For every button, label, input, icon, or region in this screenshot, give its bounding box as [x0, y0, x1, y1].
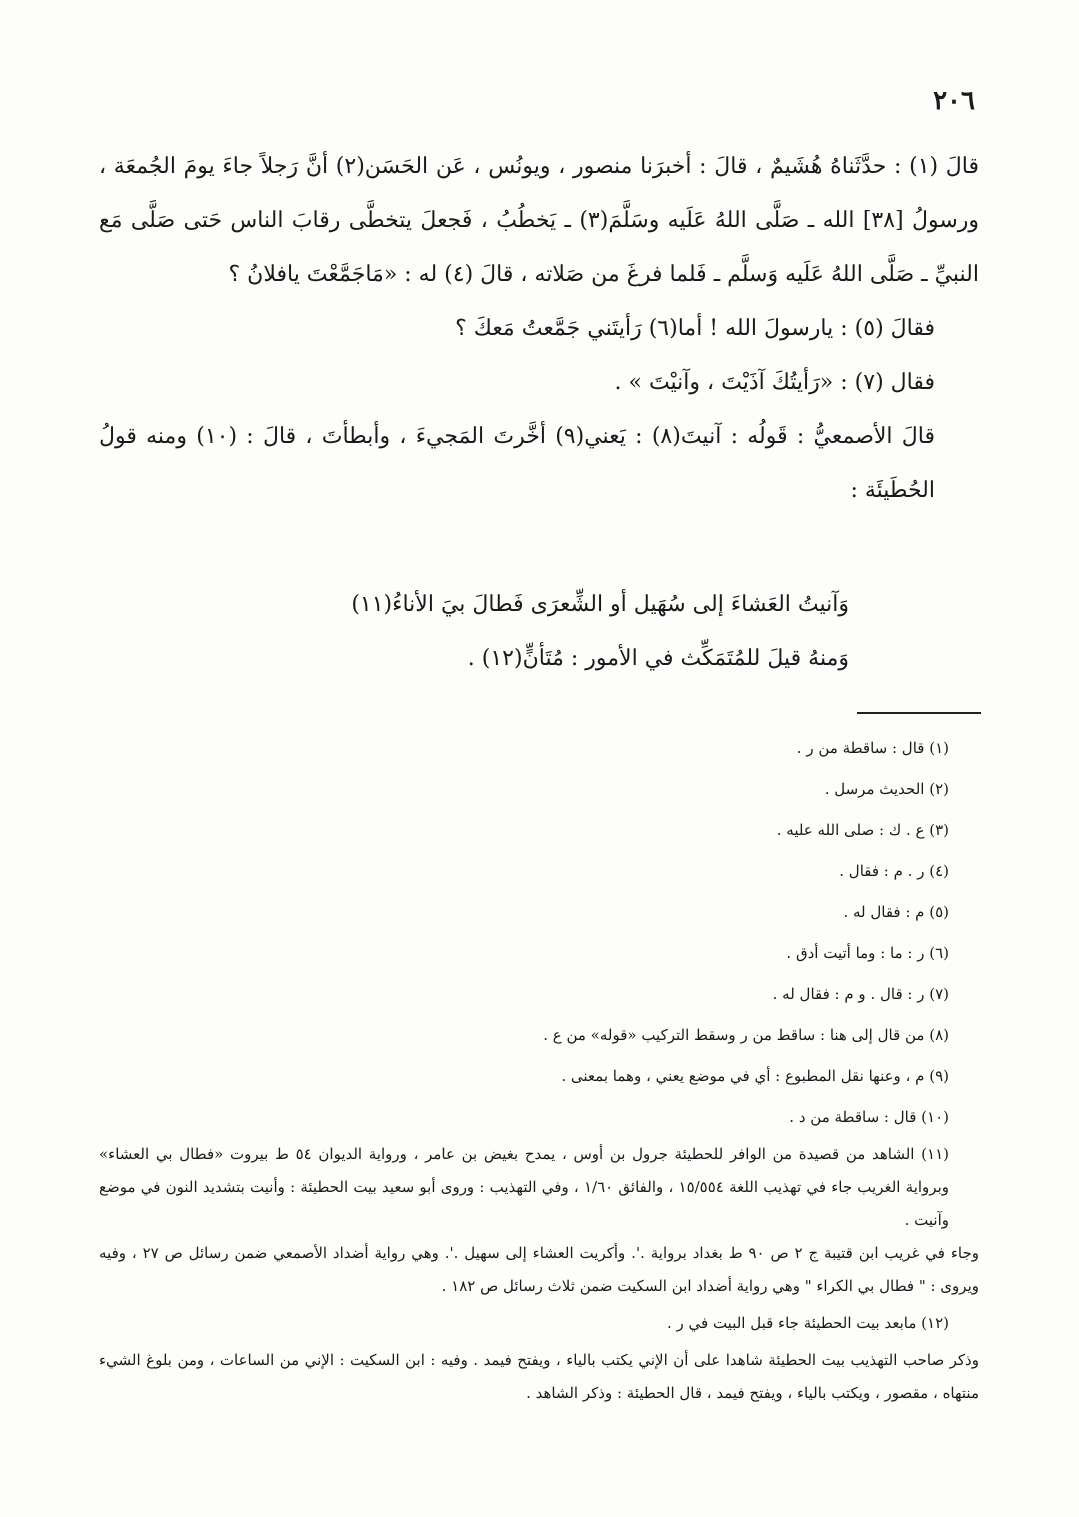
paragraph: قالَ (١) : حدَّثَناهُ هُشَيمٌ ، قالَ : أخبرَنا منصور ، ويونُس ، عَن الحَسَن(٢) أنَّ رَجلاً جاءَ يومَ الجُمعَة ، ورسولُ [٣٨] الله ـ صَلَّى اللهُ عَلَيه وسَلَّمَ(٣) ـ يَخطُبُ ، فَجعلَ يتخطَّى رقابَ الناس حَتى صَلَّى مَع النبيِّ ـ صَلَّى اللهُ عَلَيه وَسلَّم ـ فَلما فرغَ من صَلاته ، قالَ (٤) له : «مَاجَمَّعْتَ يافلانُ ؟	[99, 154, 980, 287]
footnote-item: (١٠) قال : ساقطة من د .	[789, 1108, 949, 1126]
footnotes	[99, 728, 979, 1410]
footnote-separator	[857, 712, 981, 714]
paragraph: قالَ الأصمعيُّ : قَولُه : آنيتَ(٨) : يَعني(٩) أخَّرتَ المَجيءَ ، وأبطأتَ ، قالَ : (١٠) ومنه قولُ الحُطَيئَة :	[99, 424, 936, 503]
main-text	[99, 140, 979, 518]
footnote-closing: وذكر صاحب التهذيب بيت الحطيئة شاهدا على أن الإني يكتب بالياء ، ويفتح فيمد . وفيه : ابن السكيت : الإني من الساعات ، ومن بلوغ الشيء منتهاه ، مقصور ، ويكتب بالياء ، ويفتح فيمد ، قال الحطيئة : وذكر الشاهد .	[99, 1351, 979, 1402]
footnote-item-11-continued: وجاء في غريب ابن قتيبة ج ٢ ص ٩٠ ط بغداد برواية .'. وأكريت العشاء إلى سهيل .'. وهي رواية أضداد الأصمعي ضمن رسائل ص ٢٧ ، وفيه ويروى : " فطال بي الكراء " وهي رواية أضداد ابن السكيت ضمن ثلاث رسائل ص ١٨٢ .	[99, 1244, 979, 1295]
footnote-item: (٤) ر . م : فقال .	[839, 862, 949, 880]
footnote-item: (٩) م ، وعنها نقل المطبوع : أي في موضع يعني ، وهما بمعنى .	[561, 1067, 949, 1085]
footnote-item: (٣) ع . ك : صلى الله عليه .	[776, 821, 949, 839]
poem-verse	[149, 578, 849, 686]
footnote-item-11: (١١) الشاهد من قصيدة من الوافر للحطيئة جرول بن أوس ، يمدح بغيض بن عامر ، ورواية الديوان ٥٤ ط بيروت «فطال بي العشاء» وبرواية الغريب جاء في تهذيب اللغة ١٥/٥٥٤ ، والفائق ١/٦٠ ، وفي التهذيب : وروى أبو سعيد بيت الحطيئة : وأنيت بتشديد النون في موضع وآنيت .	[99, 1145, 949, 1229]
verse-line: وَمنهُ قيلَ للمُتَمَكِّث في الأمور : مُتَأنٍّ(١٢) .	[467, 646, 849, 671]
footnote-item: (٨) من قال إلى هنا : ساقط من ر وسقط التركيب «قوله» من ع .	[543, 1026, 949, 1044]
paragraph: فقال (٧) : «رَأيتُكَ آذَيْتَ ، وآنيْتَ » .	[614, 370, 935, 395]
paragraph: فقالَ (٥) : يارسولَ الله ! أما(٦) رَأيتَني جَمَّعتُ مَعكَ ؟	[455, 316, 935, 341]
verse-line: وَآنيتُ العَشاءَ إلى سُهَيل أو الشِّعرَى فَطالَ بيَ الأناءُ(١١)	[351, 592, 849, 617]
footnote-item: (٢) الحديث مرسل .	[824, 780, 949, 798]
footnote-item: (١) قال : ساقطة من ر .	[796, 739, 949, 757]
footnote-item: (٥) م : فقال له .	[843, 903, 949, 921]
footnote-item-12: (١٢) مابعد بيت الحطيئة جاء قبل البيت في ر .	[666, 1314, 949, 1332]
footnote-item: (٦) ر : ما : وما أتيت أدق .	[786, 944, 949, 962]
page-number: ٢٠٦	[933, 86, 975, 116]
footnote-item: (٧) ر : قال . و م : فقال له .	[772, 985, 949, 1003]
